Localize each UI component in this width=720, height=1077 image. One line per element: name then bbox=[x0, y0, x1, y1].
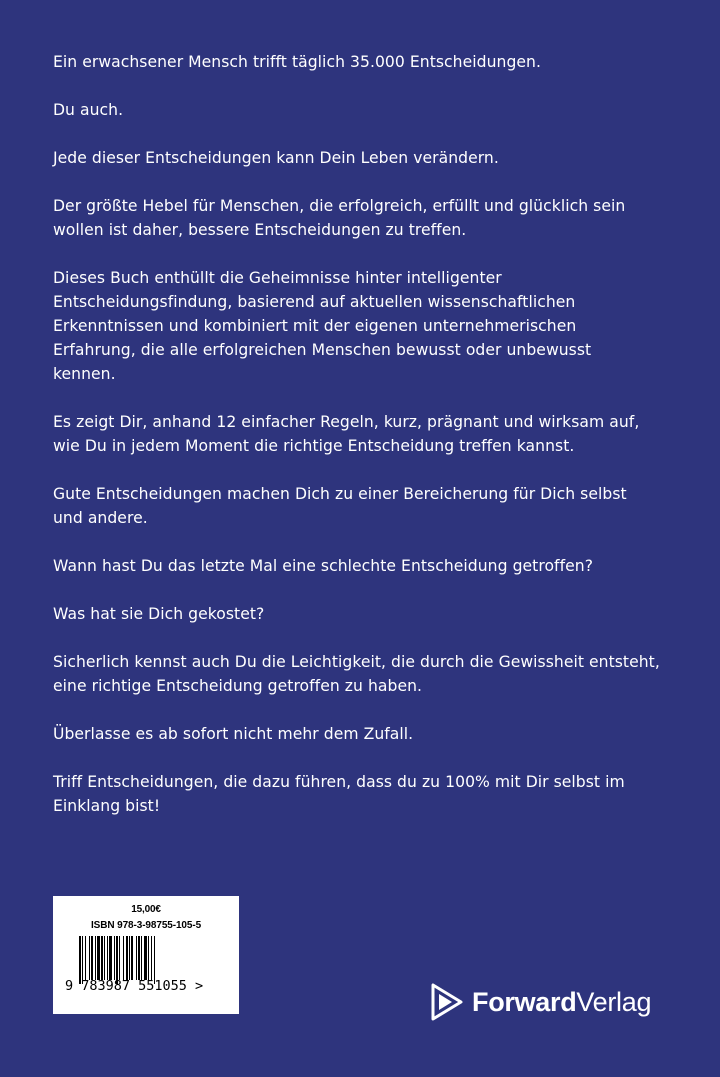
barcode-digits: 9 783987 551055 > bbox=[65, 978, 204, 994]
publisher-logo bbox=[430, 982, 651, 1022]
paragraph-3: Jede dieser Entscheidungen kann Dein Leben verändern. bbox=[53, 149, 499, 167]
paragraph-7: Gute Entscheidungen machen Dich zu einer Bereicherung für Dich selbst und andere. bbox=[53, 485, 627, 527]
paragraph-12: Triff Entscheidungen, die dazu führen, dass du zu 100% mit Dir selbst im Einklang bist! bbox=[53, 773, 625, 815]
paragraph-4: Der größte Hebel für Menschen, die erfolgreich, erfüllt und glücklich sein wollen ist daher, bessere Entscheidungen zu treffen. bbox=[53, 197, 626, 239]
paragraph-10: Sicherlich kennst auch Du die Leichtigkeit, die durch die Gewissheit entsteht, eine richtige Entscheidung getroffen zu haben. bbox=[53, 653, 660, 695]
publisher-name bbox=[472, 987, 651, 1018]
isbn-label: ISBN 978-3-98755-105-5 bbox=[90, 920, 202, 931]
barcode-label bbox=[53, 896, 239, 1014]
paragraph-8: Wann hast Du das letzte Mal eine schlechte Entscheidung getroffen? bbox=[53, 557, 594, 575]
paragraph-5: Dieses Buch enthüllt die Geheimnisse hinter intelligenter Entscheidungsfindung, basierend auf aktuellen wissenschaftlichen Erkenntnissen und kombiniert mit der eigenen unternehmerischen Erfahrung, die alle erfolgreichen Menschen bewusst oder unbewusst kennen. bbox=[53, 269, 592, 383]
price-label: 15,00€ bbox=[131, 904, 161, 915]
publisher-name-light: Verlag bbox=[576, 986, 652, 1017]
paragraph-11: Überlasse es ab sofort nicht mehr dem Zufall. bbox=[53, 725, 414, 743]
paragraph-1: Ein erwachsener Mensch trifft täglich 35.000 Entscheidungen. bbox=[53, 53, 541, 71]
barcode-bars-icon bbox=[79, 936, 219, 984]
publisher-name-bold: Forward bbox=[472, 986, 577, 1017]
paragraph-2: Du auch. bbox=[53, 101, 124, 119]
back-cover-text bbox=[53, 50, 683, 842]
paragraph-9: Was hat sie Dich gekostet? bbox=[53, 605, 265, 623]
play-logo-icon bbox=[430, 983, 464, 1021]
paragraph-6: Es zeigt Dir, anhand 12 einfacher Regeln, kurz, prägnant und wirksam auf, wie Du in jedem Moment die richtige Entscheidung treffen kannst. bbox=[53, 413, 640, 455]
